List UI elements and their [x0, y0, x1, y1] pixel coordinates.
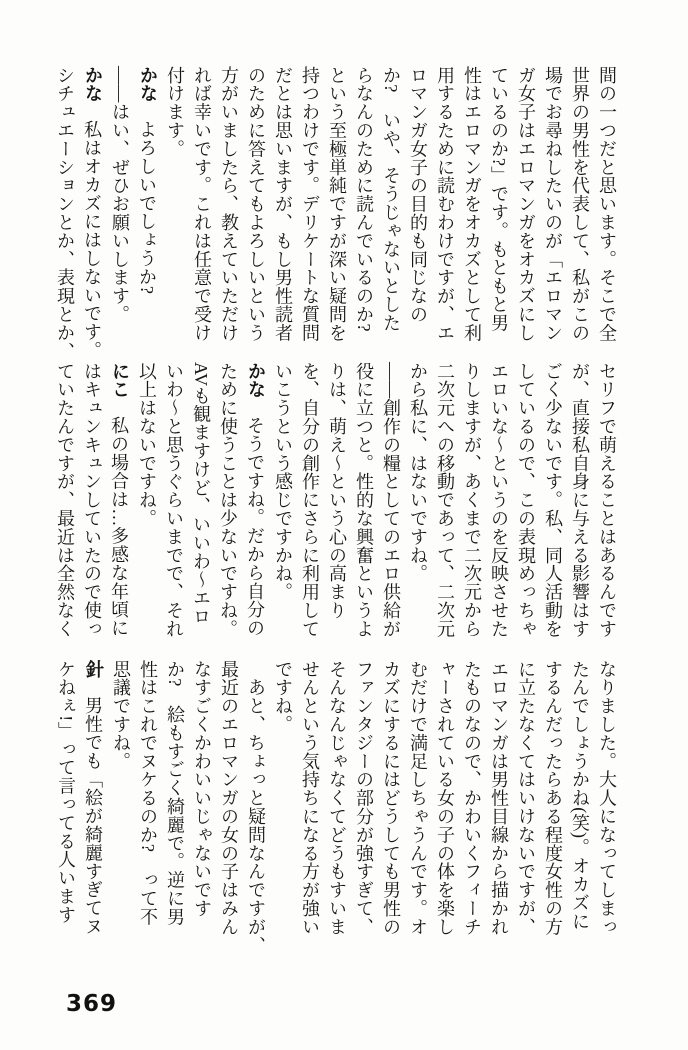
text-column: [404, 660, 431, 942]
text-run: ——はい、ぜひお願いします。: [110, 66, 130, 324]
text-column: [377, 660, 404, 942]
speaker-name: かな: [245, 362, 266, 398]
text-run: たものなので、かわいくフィーチ: [462, 660, 482, 936]
text-run: 世界の男性を代表して、私がこの: [570, 66, 590, 342]
text-run: りは、萌え〜という心の高まり: [327, 362, 347, 620]
text-column: [134, 660, 161, 942]
text-column: [106, 66, 133, 348]
text-column: [539, 66, 566, 348]
text-column: [105, 362, 133, 644]
text-column: [241, 362, 269, 644]
text-column: [242, 66, 269, 348]
text-run: なりました。大人になってしまっ: [597, 660, 617, 936]
text-run: のために答えてもよろしいという: [246, 66, 266, 342]
text-run: ファンタジーの部分が強すぎて、: [354, 660, 374, 936]
speaker-name: かな: [137, 66, 158, 102]
text-column: [323, 660, 350, 942]
text-run: 私の場合は…多感な年頃に: [109, 398, 129, 638]
text-run: 性はこれでヌケるのか? って不: [138, 660, 158, 926]
text-column: [188, 66, 215, 348]
text-run: 方がいましたら、教えていただけ: [219, 66, 239, 342]
text-column: [296, 660, 323, 942]
text-column: [593, 660, 620, 942]
text-column: [404, 362, 431, 644]
text-column: [350, 66, 377, 348]
text-column: [52, 660, 79, 942]
text-run: 二次元への移動であって、二次元: [435, 362, 455, 638]
text-column: [485, 660, 512, 942]
text-column: [161, 66, 188, 348]
text-column: [296, 66, 323, 348]
text-run: ケねぇ!」って言ってる人います: [56, 660, 76, 924]
text-run: 持つわけです。デリケートな質問: [300, 66, 320, 342]
text-run: シチュエーションとか、表現とか、: [55, 66, 75, 361]
text-column: [215, 66, 242, 348]
text-column: [593, 362, 620, 644]
text-run: という至極単純ですが深い疑問を: [327, 66, 347, 342]
text-run: 性はエロマンガをオカズとして利: [462, 66, 482, 342]
text-run: だとは思いますが、もし男性読者: [273, 66, 293, 342]
text-column: [512, 660, 539, 942]
text-run: 役に立つと。性的な興奮というよ: [354, 362, 374, 638]
speaker-name: 針: [83, 660, 104, 678]
text-run: ために使うことは少ないですね。: [218, 362, 238, 638]
text-run: セリフで萌えることはあるんです: [597, 362, 617, 638]
text-run: エロいな〜というのを反映させた: [489, 362, 509, 638]
text-run: 場でお尋ねしたいのが「エロマン: [543, 66, 563, 342]
text-column: [78, 66, 106, 360]
text-run: AVも観ますけど、いいわ〜エロ: [191, 362, 211, 626]
text-run: ロマンガ女子の目的も同じなの: [408, 66, 428, 324]
text-column: [512, 66, 539, 348]
text-run: カズにするにはどうしても男性の: [381, 660, 401, 936]
text-column: [133, 362, 160, 644]
text-run: から私に、はないですね。: [408, 362, 428, 583]
text-column: [431, 660, 458, 942]
text-column: [214, 362, 241, 644]
text-run: 最近のエロマンガの女の子はみん: [219, 660, 239, 936]
text-run: ャーされている女の子の体を楽し: [435, 660, 455, 936]
text-run: が、直接私自身に与える影響はす: [570, 362, 590, 638]
text-column: [188, 660, 215, 942]
text-column: [51, 362, 78, 644]
text-run: らなんのために読んでいるのか?: [354, 66, 374, 332]
text-column: [566, 66, 593, 348]
text-run: れば幸いです。これは任意で受け: [192, 66, 212, 342]
text-column: [269, 362, 296, 644]
text-run: に立たなくてはいけないですが、: [516, 660, 536, 936]
text-run: するんだったらある程度女性の方: [543, 660, 563, 936]
text-run: 間の一つだと思います。そこで全: [597, 66, 617, 342]
text-column: [133, 66, 161, 348]
text-column: [78, 362, 105, 644]
text-run: いわ〜と思うぐらいまでで、それ: [164, 362, 184, 638]
text-column: [161, 660, 188, 942]
text-column: [485, 66, 512, 348]
text-run: なすごくかわいいじゃないです: [192, 660, 212, 918]
text-band-bottom: [52, 660, 620, 955]
text-run: 思議ですね。: [111, 660, 131, 771]
text-run: ているのか?」です。もともと男: [489, 66, 509, 332]
text-band-middle: [51, 362, 620, 644]
page-number: 369: [66, 991, 118, 1017]
text-column: [377, 66, 404, 348]
speaker-name: かな: [82, 66, 103, 102]
text-column: [296, 362, 323, 644]
text-column: [566, 660, 593, 942]
text-column: [593, 66, 620, 348]
text-column: [350, 660, 377, 942]
text-run: はキュンキュンしていたので使っ: [82, 362, 102, 638]
text-column: [458, 660, 485, 942]
text-column: [431, 66, 458, 348]
text-column: [242, 660, 269, 955]
text-run: ——創作の糧としてのエロ供給が: [381, 362, 401, 638]
text-column: [377, 362, 404, 644]
text-column: [539, 362, 566, 644]
text-run: 付けます。: [165, 66, 185, 158]
text-run: むだけで満足しちゃうんです。オ: [408, 660, 428, 936]
text-column: [539, 660, 566, 942]
text-run: 私はオカズにはしないです。: [82, 102, 102, 360]
text-column: [269, 66, 296, 348]
text-run: しているので、この表現めっちゃ: [516, 362, 536, 638]
text-column: [323, 362, 350, 644]
text-run: あと、ちょっと疑問なんですが、: [246, 660, 266, 955]
text-column: [269, 660, 296, 942]
text-column: [79, 660, 107, 942]
text-column: [485, 362, 512, 644]
text-run: ていたんですが、最近は全然なく: [55, 362, 75, 638]
text-column: [458, 66, 485, 348]
text-column: [215, 660, 242, 942]
text-column: [512, 362, 539, 644]
text-column: [566, 362, 593, 644]
text-run: ごく少ないです。私、同人活動を: [543, 362, 563, 638]
text-run: そうですね。だから自分の: [245, 398, 265, 638]
text-run: ガ女子はエロマンガをオカズにし: [516, 66, 536, 342]
text-run: りしますが、あくまで二次元から: [462, 362, 482, 638]
text-column: [160, 362, 187, 644]
text-column: [187, 362, 214, 644]
text-band-top: [51, 66, 620, 361]
text-run: 以上はないですね。: [137, 362, 157, 528]
text-column: [458, 362, 485, 644]
text-column: [107, 660, 134, 942]
text-column: [431, 362, 458, 644]
text-run: せんという気持ちになる方が強い: [300, 660, 320, 936]
text-run: たんでしょうかね(笑)。オカズに: [570, 660, 590, 931]
text-run: か? いや、そうじゃないとした: [381, 66, 401, 332]
text-column: [350, 362, 377, 644]
text-column: [404, 66, 431, 348]
text-column: [51, 66, 78, 361]
text-run: ですね。: [273, 660, 293, 734]
text-column: [323, 66, 350, 348]
text-run: 男性でも「絵が綺麗すぎてヌ: [83, 678, 103, 936]
text-run: エロマンガは男性目線から描かれ: [489, 660, 509, 936]
speaker-name: にこ: [109, 362, 130, 398]
text-run: を、自分の創作にさらに利用して: [300, 362, 320, 638]
text-run: そんなんじゃなくてどうもすいま: [327, 660, 347, 936]
text-run: いこうという感じですかね。: [273, 362, 293, 602]
text-run: よろしいでしょうか?: [137, 102, 157, 295]
text-run: 用するために読むわけですが、エ: [435, 66, 455, 342]
text-run: か? 絵もすごく綺麗で。逆に男: [165, 660, 185, 926]
